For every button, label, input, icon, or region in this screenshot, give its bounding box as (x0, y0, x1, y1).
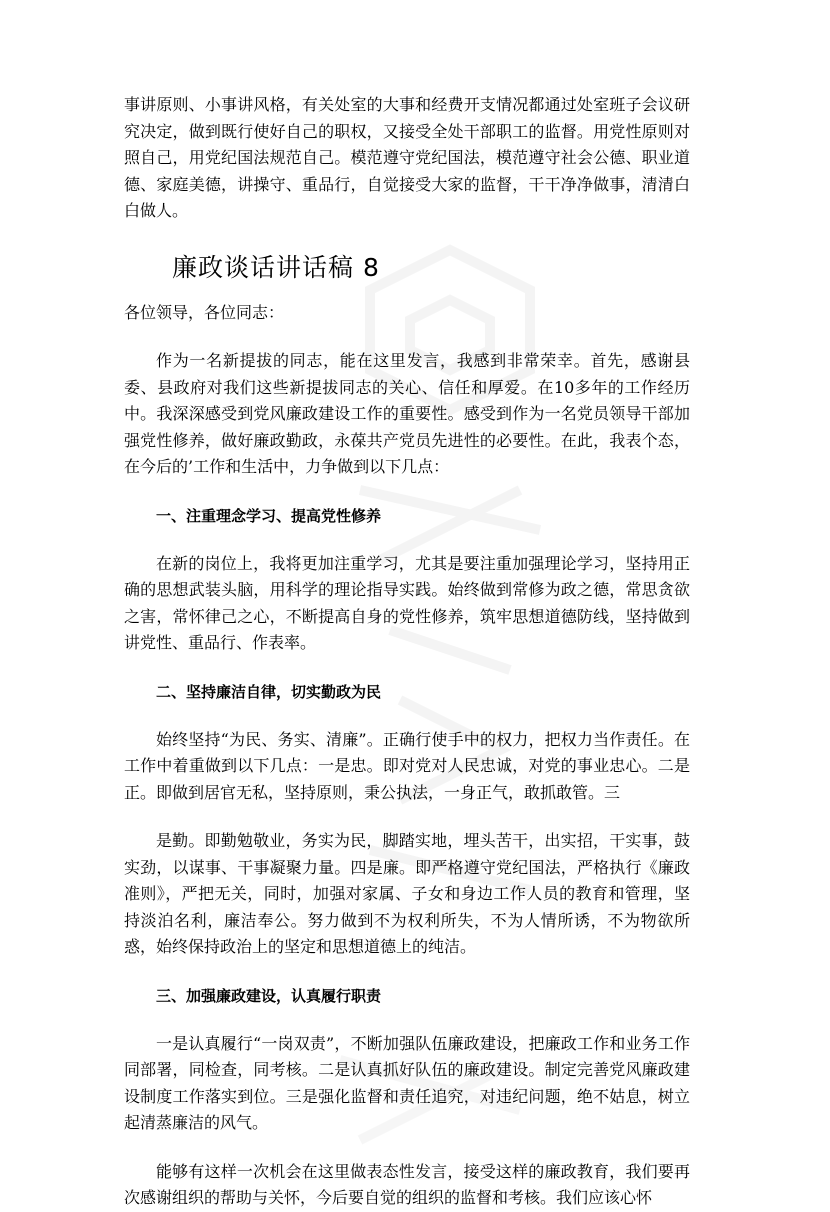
paragraph-integrity: 始终坚持“为民、务实、清廉”。正确行使手中的权力，把权力当作责任。在工作中着重做到以下几点：一是忠。即对党对人民忠诚，对党的事业忠心。二是正。即做到居官无私，坚持原则，秉公执法，一身正气，敢抓敢管。三 (124, 729, 690, 802)
paragraph-diligence: 是勤。即勤勉敬业，务实为民，脚踏实地，埋头苦干，出实招，干实事，鼓实劲，以谋事、干事凝聚力量。四是廉。即严格遵守党纪国法，严格执行《廉政准则》，严把无关，同时，加强对家属、子女和身边工作人员的教育和管理，坚持淡泊名利，廉洁奉公。努力做到不为权利所失，不为人情所诱，不为物欲所惑，始终保持政治上的坚定和思想道德上的纯洁。 (124, 831, 690, 956)
paragraph-responsibility: 一是认真履行“一岗双责”，不断加强队伍廉政建设，把廉政工作和业务工作同部署，同检查，同考核。二是认真抓好队伍的廉政建设。制定完善党风廉政建设制度工作落实到位。三是强化监督和责任追究，对违纪问题，绝不姑息，树立起清蒸廉洁的风气。 (124, 1033, 690, 1132)
intro-paragraph: 事讲原则、小事讲风格，有关处室的大事和经费开支情况都通过处室班子会议研究决定，做到既行使好自己的职权，又接受全处干部职工的监督。用党性原则对照自己，用党纪国法规范自己。模范遵守党纪国法，模范遵守社会公德、职业道德、家庭美德，讲操守、重品行，自觉接受大家的监督，干干净净做事，清清白白做人。 (124, 95, 690, 220)
greeting-line: 各位领导，各位同志： (124, 302, 285, 322)
paragraph-study: 在新的岗位上，我将更加注重学习，尤其是要注重加强理论学习，坚持用正确的思想武装头脑，用科学的理论指导实践。始终做到常修为政之德，常思贪欲之害，常怀律己之心，不断提高自身的党性修养，筑牢思想道德防线，坚持做到讲党性、重品行、作表率。 (124, 553, 690, 652)
section-heading-1: 一、注重理念学习、提高党性修养 (156, 506, 382, 525)
document-title: 廉政谈话讲话稿 8 (172, 252, 380, 282)
section-heading-2: 二、坚持廉洁自律，切实勤政为民 (156, 682, 382, 701)
paragraph-opening: 作为一名新提拔的同志，能在这里发言，我感到非常荣幸。首先，感谢县委、县政府对我们这些新提拔同志的关心、信任和厚爱。在10多年的工作经历中。我深深感受到党风廉政建设工作的重要性。感受到作为一名党员领导干部加强党性修养，做好廉政勤政，永葆共产党员先进性的必要性。在此，我表个态，在今后的’工作和生活中，力争做到以下几点： (124, 351, 690, 476)
section-heading-3: 三、加强廉政建设，认真履行职责 (156, 986, 382, 1005)
paragraph-closing: 能够有这样一次机会在这里做表态性发言，接受这样的廉政教育，我们要再次感谢组织的帮助与关怀，今后要自觉的组织的监督和考核。我们应该心怀 (124, 1161, 690, 1207)
document-body (124, 92, 690, 1212)
